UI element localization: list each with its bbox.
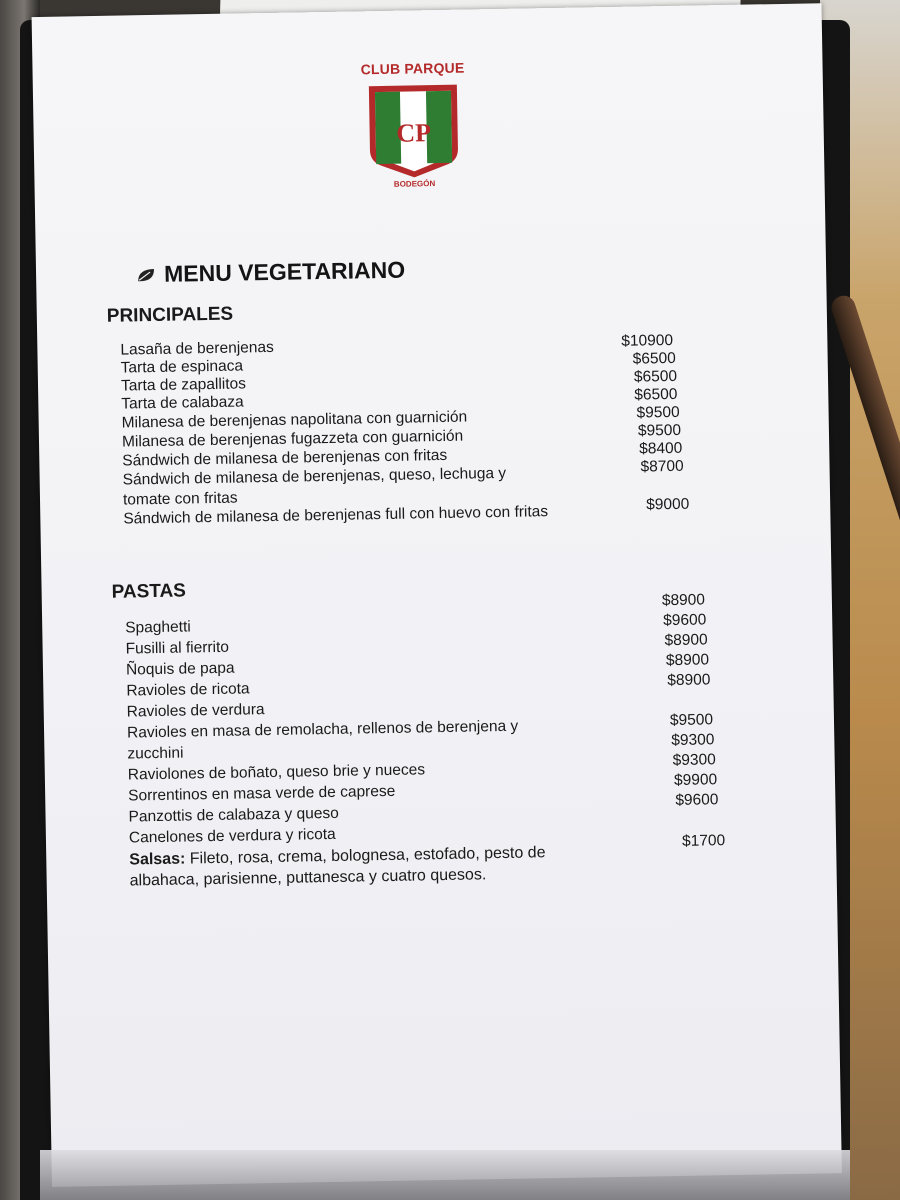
section-principales: PRINCIPALES xyxy=(106,303,234,327)
item-price: $9600 xyxy=(663,611,707,630)
logo-subtitle: BODEGÓN xyxy=(393,179,436,189)
list-item: Sándwich de milanesa de berenjenas, queso, lechuga y xyxy=(122,464,507,489)
menu-page xyxy=(32,3,842,1187)
item-price: $9500 xyxy=(669,711,714,730)
item-price: $8900 xyxy=(664,631,708,650)
item-price: $6500 xyxy=(633,367,678,386)
salsas-note xyxy=(129,842,546,891)
salsas-price: $1700 xyxy=(681,832,726,850)
item-price: $9000 xyxy=(646,495,690,514)
list-item: Lasaña de berenjenas xyxy=(120,338,274,359)
item-price: $8400 xyxy=(639,439,683,458)
list-item: Panzottis de calabaza y queso xyxy=(128,804,339,826)
item-price: $8900 xyxy=(665,651,710,670)
list-item: Fusilli al fierrito xyxy=(125,638,230,658)
list-item: Sándwich de milanesa de berenjenas con fritas xyxy=(122,446,448,470)
item-price: $8700 xyxy=(640,457,684,476)
item-price: $9500 xyxy=(637,421,682,440)
item-price: $6500 xyxy=(632,349,676,368)
salsas-line2: albahaca, parisienne, puttanesca y cuatro quesos. xyxy=(129,866,487,890)
club-logo xyxy=(352,59,474,189)
list-item-continuation: tomate con fritas xyxy=(122,489,238,509)
shield-icon xyxy=(365,79,463,181)
logo-name: CLUB PARQUE xyxy=(360,59,465,78)
shield-monogram: CP xyxy=(396,118,432,148)
item-price: $9500 xyxy=(636,403,680,422)
list-item: Sándwich de milanesa de berenjenas full con huevo con fritas xyxy=(123,503,549,528)
item-price: $9300 xyxy=(672,751,716,769)
list-item: Spaghetti xyxy=(125,618,191,637)
leaf-icon xyxy=(136,266,156,282)
list-item: Ravioles en masa de remolacha, rellenos de berenjena y xyxy=(126,717,519,742)
list-item: Ravioles de ricota xyxy=(126,680,250,700)
item-price: $9600 xyxy=(675,791,719,809)
item-price: $9300 xyxy=(671,731,715,750)
item-price: $10900 xyxy=(621,331,674,350)
section-pastas: PASTAS xyxy=(111,580,187,603)
list-item: Ñoquis de papa xyxy=(125,659,235,679)
item-price: $6500 xyxy=(634,385,678,404)
item-price: $9900 xyxy=(673,771,718,789)
plastic-sleeve-edge xyxy=(40,1150,850,1200)
list-item: Canelones de verdura y ricota xyxy=(128,825,336,847)
salsas-line1: Fileto, rosa, crema, bolognesa, estofado, pesto de xyxy=(189,844,546,868)
list-item: Sorrentinos en masa verde de caprese xyxy=(128,782,396,805)
list-item: Tarta de zapallitos xyxy=(120,375,247,395)
list-item: Tarta de calabaza xyxy=(121,393,244,413)
list-item: Raviolones de boñato, queso brie y nueces xyxy=(127,761,426,784)
item-price: $8900 xyxy=(667,671,711,690)
menu-title-text: MENU VEGETARIANO xyxy=(163,256,406,287)
salsas-label: Salsas: xyxy=(129,850,186,869)
list-item: Ravioles de verdura xyxy=(126,701,265,721)
list-item: Milanesa de berenjenas fugazzeta con guarnición xyxy=(121,427,464,451)
list-item: Tarta de espinaca xyxy=(120,357,244,377)
list-item-continuation: zucchini xyxy=(127,744,184,763)
list-item: Milanesa de berenjenas napolitana con guarnición xyxy=(121,408,468,432)
menu-title xyxy=(136,257,406,289)
item-price: $8900 xyxy=(661,591,706,610)
